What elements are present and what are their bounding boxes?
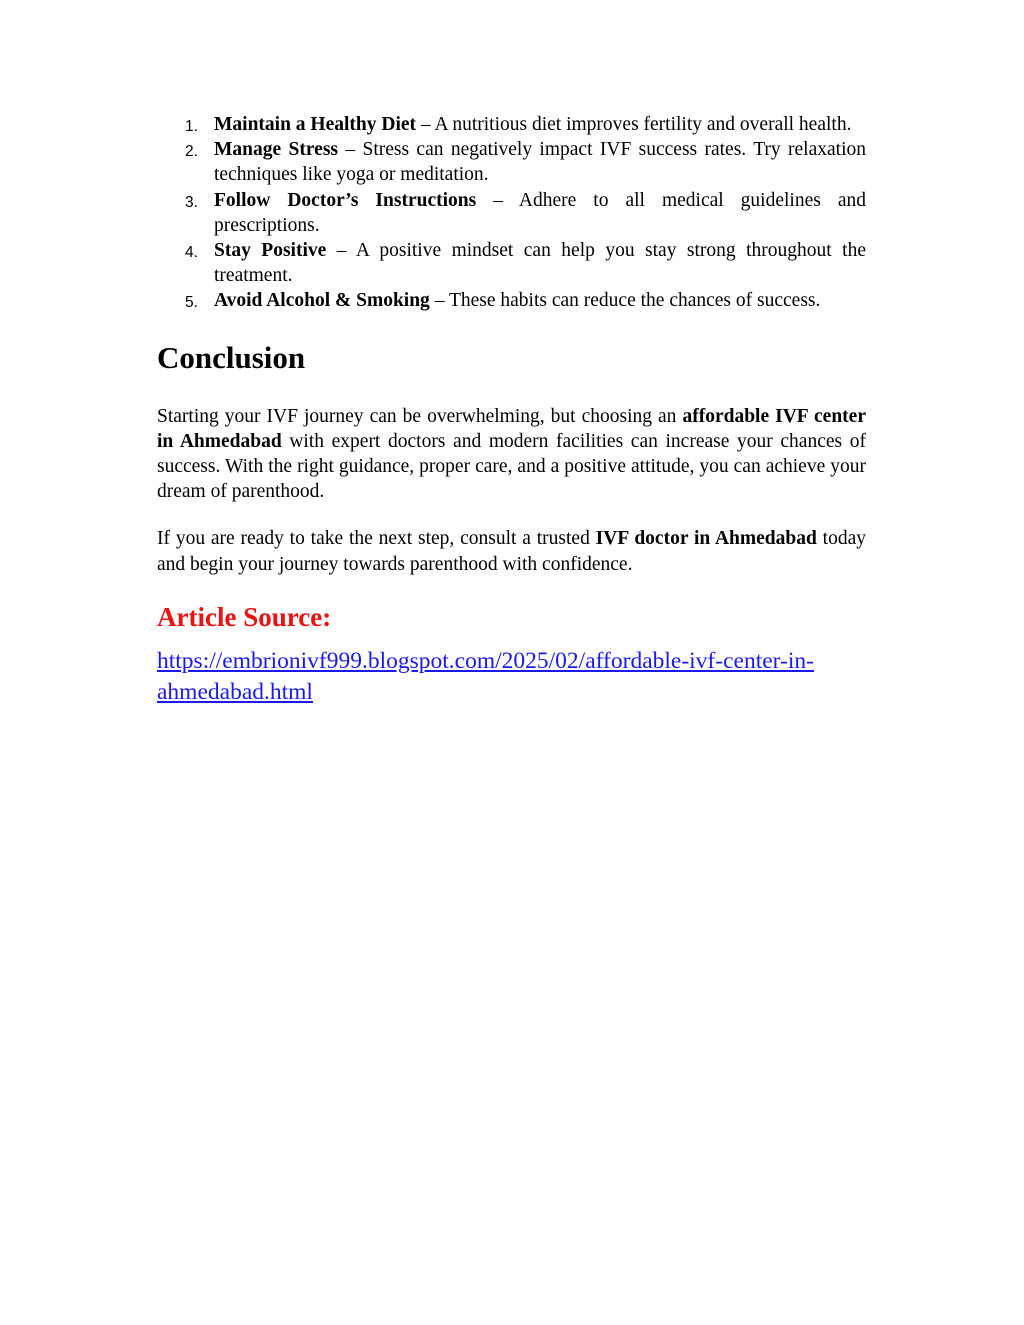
tip-title: Manage Stress — [214, 139, 338, 161]
tip-title: Avoid Alcohol & Smoking — [214, 290, 430, 312]
paragraph-text: If you are ready to take the next step, consult a trusted — [157, 528, 596, 550]
call-to-action-paragraph — [157, 526, 866, 576]
tip-title: Maintain a Healthy Diet — [214, 114, 417, 135]
paragraph-text: with expert doctors and modern facilities can increase your chances of success. With the right guidance, proper care, and a positive attitude, you can achieve your dream of parenthood. — [157, 430, 866, 503]
list-item — [157, 288, 866, 313]
list-number: 4. — [185, 244, 198, 262]
tip-text: – Adhere to all medical guidelines and prescriptions. — [214, 189, 866, 236]
list-item — [157, 112, 866, 137]
list-item — [157, 238, 866, 288]
tip-text: – A positive mindset can help you stay strong throughout the treatment. — [214, 240, 867, 287]
list-item — [157, 188, 866, 238]
tip-title: Follow Doctor’s Instructions — [214, 189, 477, 211]
conclusion-heading: Conclusion — [157, 339, 306, 375]
list-number: 1. — [185, 118, 198, 135]
list-number: 5. — [185, 294, 198, 312]
paragraph-text: Starting your IVF journey can be overwhelming, but choosing an — [157, 405, 683, 427]
conclusion-paragraph — [157, 404, 866, 505]
article-source-heading: Article Source: — [157, 601, 332, 632]
link-line: https://embrionivf999.blogspot.com/2025/02/affordable-ivf-center-in- — [157, 647, 814, 674]
tip-text: – A nutritious diet improves fertility and overall health. — [416, 114, 852, 135]
tip-text: – Stress can negatively impact IVF success rates. Try relaxation techniques like yoga or meditation. — [214, 139, 866, 186]
article-source-link[interactable] — [157, 646, 862, 709]
tip-text: – These habits can reduce the chances of success. — [429, 290, 821, 312]
list-number: 3. — [185, 193, 198, 211]
paragraph-text: today and begin your journey towards parenthood with confidence. — [157, 528, 866, 575]
tip-title: Stay Positive — [214, 240, 327, 262]
document-page — [157, 112, 866, 709]
list-item — [157, 137, 866, 187]
paragraph-bold-text: IVF doctor in Ahmedabad — [595, 528, 817, 550]
list-number: 2. — [185, 143, 198, 161]
paragraph-bold-text: affordable IVF center in Ahmedabad — [157, 405, 866, 452]
tips-list — [157, 112, 866, 314]
link-line: ahmedabad.html — [157, 679, 313, 706]
